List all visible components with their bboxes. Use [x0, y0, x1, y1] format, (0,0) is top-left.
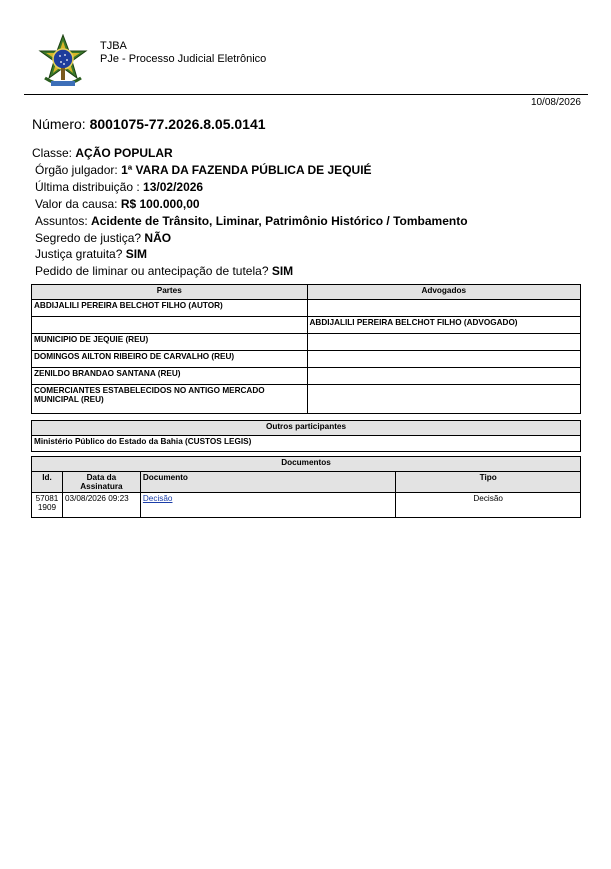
advogado-cell: [307, 368, 580, 385]
advogado-cell: [307, 385, 580, 414]
doc-id-cell: 57081 1909: [32, 493, 63, 518]
partes-header: Partes: [32, 285, 308, 300]
info-assuntos: [32, 213, 592, 230]
distrib-label: Última distribuição :: [35, 179, 144, 194]
header-text: [100, 40, 266, 66]
process-number: [32, 116, 266, 132]
assuntos-label: Assuntos:: [35, 213, 92, 228]
gratuita-label: Justiça gratuita?: [35, 247, 126, 262]
table-row: [32, 351, 581, 368]
parte-cell: ABDIJALILI PEREIRA BELCHOT FILHO (AUTOR): [32, 300, 308, 317]
documentos-header-row: [32, 472, 581, 493]
table-row: [32, 368, 581, 385]
advogado-cell: [307, 351, 580, 368]
info-classe: [32, 145, 592, 162]
data-assinatura-header: Data da Assinatura: [62, 472, 140, 493]
document-header: [36, 34, 596, 94]
orgao-value: 1ª VARA DA FAZENDA PÚBLICA DE JEQUIÉ: [121, 162, 372, 177]
segredo-value: NÃO: [144, 230, 172, 245]
advogado-cell: ABDIJALILI PEREIRA BELCHOT FILHO (ADVOGADO): [307, 317, 580, 334]
process-info: [32, 145, 592, 280]
partes-header-row: [32, 285, 581, 300]
parte-cell: [32, 317, 308, 334]
segredo-label: Segredo de justiça?: [35, 230, 145, 245]
assuntos-value: Acidente de Trânsito, Liminar, Patrimônio Histórico / Tombamento: [91, 213, 468, 228]
outros-participantes-table: [31, 420, 581, 452]
gratuita-value: SIM: [125, 247, 148, 262]
advogado-cell: [307, 334, 580, 351]
info-segredo: [32, 230, 592, 247]
table-row: [32, 317, 581, 334]
table-row: [32, 436, 581, 452]
valor-label: Valor da causa:: [35, 196, 121, 211]
documentos-table: [31, 456, 581, 518]
parte-cell: COMERCIANTES ESTABELECIDOS NO ANTIGO MERCADO MUNICIPAL (REU): [32, 385, 308, 414]
info-valor: [32, 196, 592, 213]
valor-value: R$ 100.000,00: [120, 196, 200, 211]
table-row: [32, 385, 581, 414]
parte-cell: DOMINGOS AILTON RIBEIRO DE CARVALHO (REU): [32, 351, 308, 368]
liminar-value: SIM: [271, 264, 294, 279]
print-date: 10/08/2026: [530, 97, 581, 108]
classe-label: Classe:: [32, 146, 76, 160]
doc-documento-cell: [140, 493, 395, 518]
info-orgao: [32, 162, 592, 179]
table-row: [32, 493, 581, 518]
decisao-link[interactable]: Decisão: [142, 494, 173, 503]
advogados-header: Advogados: [307, 285, 580, 300]
info-gratuita: [32, 246, 592, 263]
parte-cell: ZENILDO BRANDAO SANTANA (REU): [32, 368, 308, 385]
outros-header: Outros participantes: [32, 421, 581, 436]
header-org: TJBA: [100, 40, 127, 52]
distrib-value: 13/02/2026: [143, 179, 204, 194]
coat-of-arms-logo: [36, 34, 90, 90]
orgao-label: Órgão julgador:: [35, 162, 122, 177]
info-liminar: [32, 263, 592, 280]
advogado-cell: [307, 300, 580, 317]
classe-value: AÇÃO POPULAR: [75, 146, 173, 160]
documento-header: Documento: [140, 472, 395, 493]
header-system: PJe - Processo Judicial Eletrônico: [100, 53, 267, 65]
doc-data-cell: 03/08/2026 09:23: [62, 493, 140, 518]
tipo-header: Tipo: [396, 472, 581, 493]
outros-header-row: [32, 421, 581, 436]
documentos-title: Documentos: [32, 457, 581, 472]
documentos-title-row: [32, 457, 581, 472]
parte-cell: MUNICIPIO DE JEQUIE (REU): [32, 334, 308, 351]
process-number-label: Número:: [32, 116, 86, 132]
process-number-value: 8001075-77.2026.8.05.0141: [89, 116, 266, 132]
info-distribuicao: [32, 179, 592, 196]
liminar-label: Pedido de liminar ou antecipação de tutela?: [35, 264, 272, 279]
partes-table: [31, 284, 581, 414]
id-header: Id.: [32, 472, 63, 493]
table-row: [32, 300, 581, 317]
table-row: [32, 334, 581, 351]
header-rule: [24, 94, 588, 95]
doc-tipo-cell: Decisão: [396, 493, 581, 518]
outro-participante-cell: Ministério Público do Estado da Bahia (CUSTOS LEGIS): [32, 436, 581, 452]
